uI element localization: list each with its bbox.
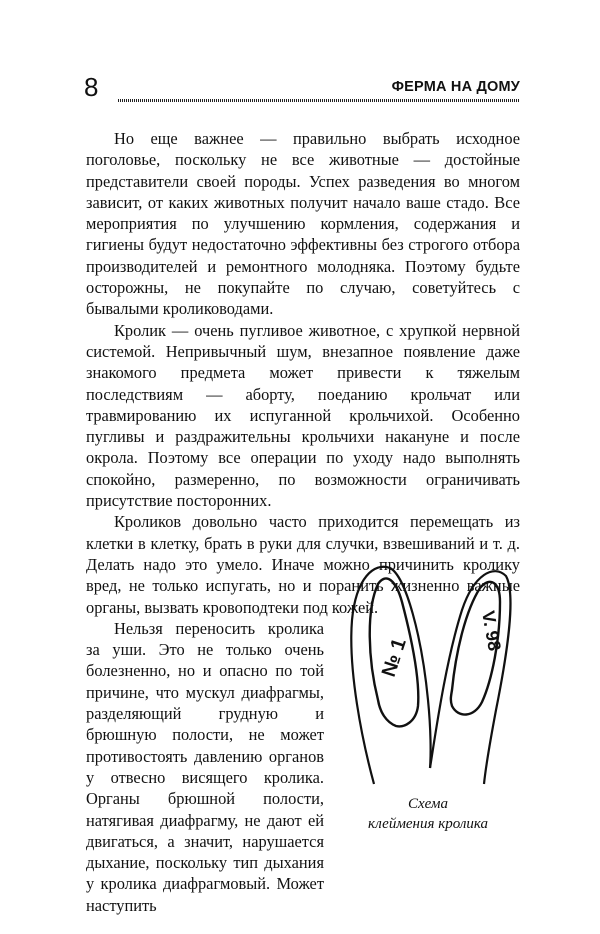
paragraph-3: Кроликов довольно часто приходится перемещать из клетки в клетку, брать в руки для случки, взвешиваний и т. д. Делать надо это умело. Иначе можно причинить кролику вред, не только испугать, но и поранить жизненно важные органы, вызвать кровоподтеки под кожей. [86, 512, 520, 617]
paragraph-4: Нельзя переносить кролика за уши. Это не только очень болезненно, но и опасно по той причине, что мускул диафрагмы, разделяющий грудную и брюшную полости, не может противостоять давлению органов у отвесно висящего кролика. Органы брюшной полости, натягивая диафрагму, не дают ей двигаться, а значит, нарушается дыхание, поскольку тип дыхания у кролика диафрагмовый. Может наступить [86, 618, 324, 915]
rabbit-ears-drawing [346, 550, 516, 786]
left-ear-mark: № 1 [377, 635, 411, 680]
page-header [84, 70, 520, 110]
right-ear-outline [430, 571, 511, 784]
rabbit-ears-figure [346, 550, 516, 786]
page-number: 8 [84, 72, 99, 102]
paragraph-1: Но еще важнее — правильно выбрать исходное поголовье, поскольку не все животные — достойные представители своей породы. Успех разведения во многом зависит, от каких животных получит начало ваше стадо. Все мероприятия по улучшению кормления, содержания и гигиены будут недостаточно эффективны без строгого отбора производителей и ремонтного молодняка. Поэтому будьте осторожны, не покупайте по случаю, советуйтесь с бывалыми кролиководами. [86, 129, 520, 319]
figure-caption [338, 794, 518, 834]
right-ear-mark: V. 98 [478, 609, 505, 653]
paragraph-2: Кролик — очень пугливое животное, с хрупкой нервной системой. Непривычный шум, внезапное появление даже знакомого предмета может привести к тяжелым последствиям — аборту, поеданию крольчат или травмированию их испуганной крольчихой. Особенно пугливы и раздражительны крольчихи накануне и после окрола. Поэтому все операции по уходу надо выполнять спокойно, размеренно, по возможности ограничивать присутствие посторонних. [86, 320, 520, 511]
running-title: ФЕРМА НА ДОМУ [391, 79, 520, 95]
header-rule [118, 99, 520, 102]
caption-line-1: Схема [407, 796, 449, 812]
caption-line-2: клеймения кролика [367, 816, 489, 832]
